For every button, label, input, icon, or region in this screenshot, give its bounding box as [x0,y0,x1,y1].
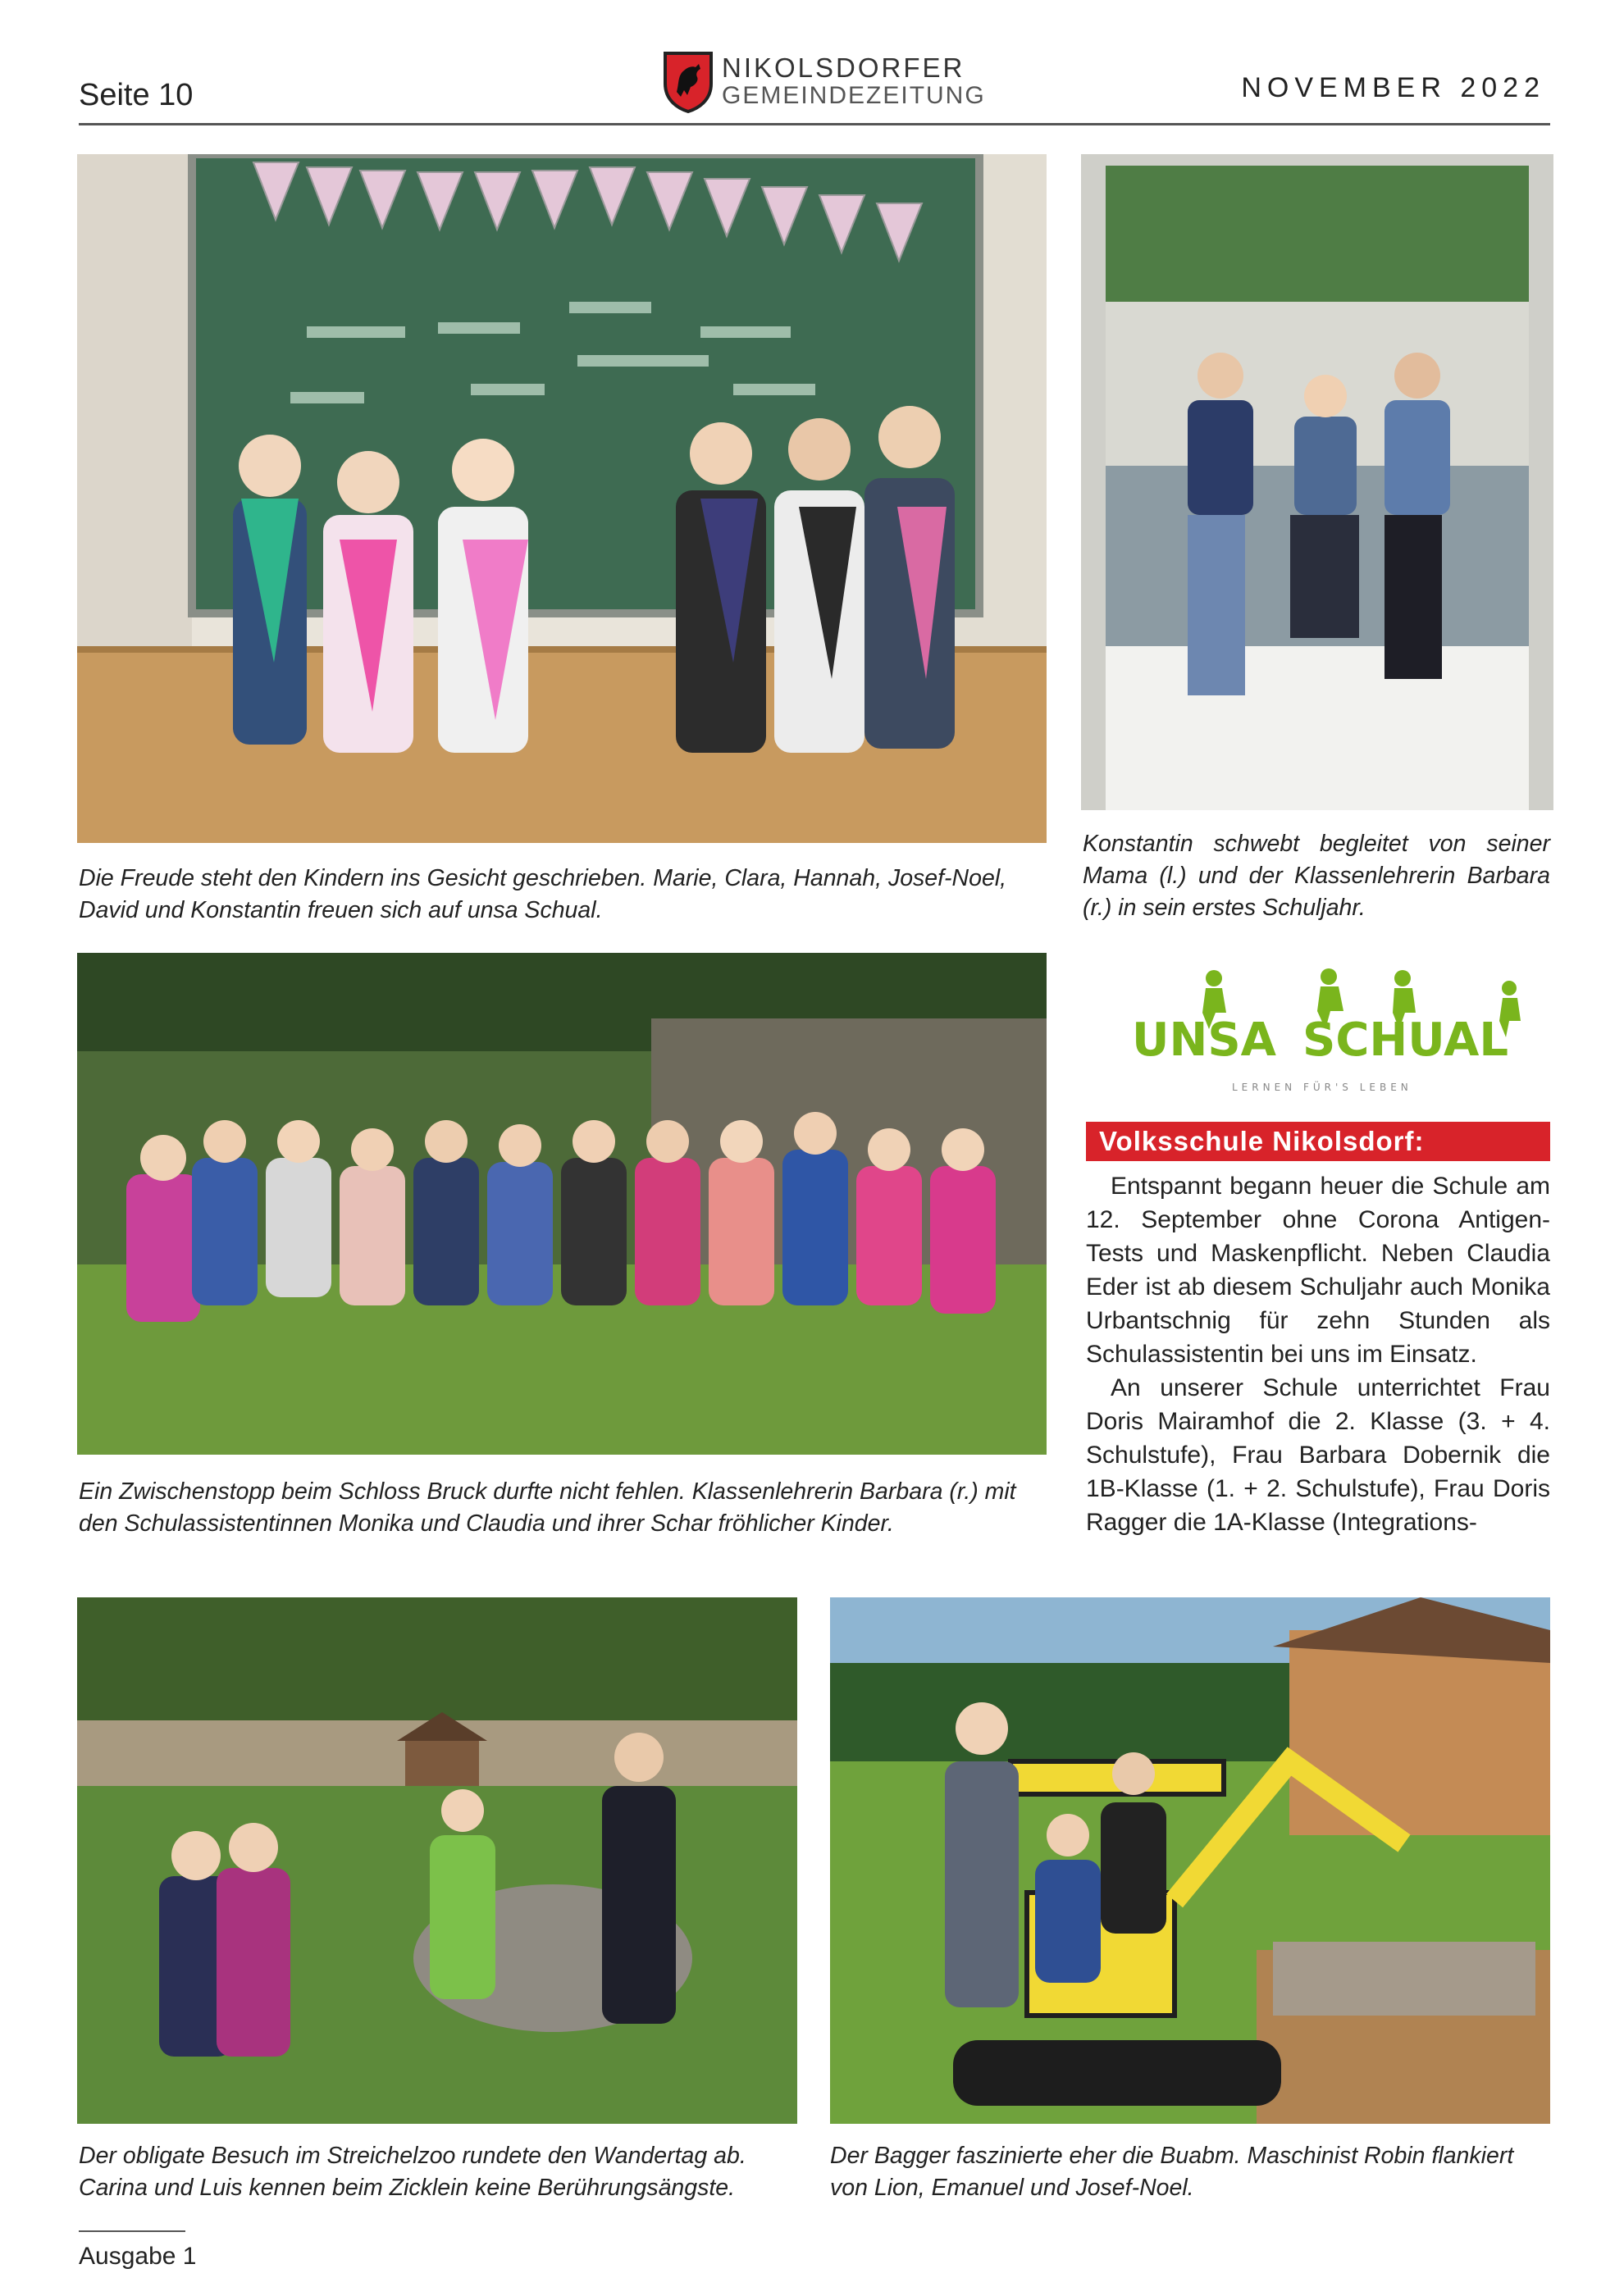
article-paragraph: Entspannt begann heuer die Schule am 12. September ohne Corona Antigen-Tests und Maskenpflicht. Neben Claudia Eder ist ab diesem Schuljahr auch Monika Urbantschnig für zehn Stunden als Schulassistentin bei uns im Einsatz. [1086,1173,1550,1368]
masthead-logo [663,51,986,116]
photo-schloss-bruck [77,953,1047,1455]
caption-classroom: Die Freude steht den Kindern ins Gesicht geschrieben. Marie, Clara, Hannah, Josef-Noel, David und Konstantin freuen sich auf unsa Schual. [79,865,1007,923]
unsa-word: UNSA [1132,1014,1277,1067]
issue-number: Ausgabe 1 [79,2243,197,2270]
schual-word: SCHUAL [1302,1014,1509,1067]
photo-streichelzoo [77,1597,797,2124]
municipal-crest-icon [663,51,714,113]
article-body [1086,1169,1550,1539]
article-paragraph: An unserer Schule unterrichtet Frau Doris Mairamhof die 2. Klasse (3. + 4. Schulstufe), Frau Barbara Dobernik die 1B-Klasse (1. + 2. Schulstufe), Frau Doris Ragger die 1A-Klasse (Integrations- [1086,1374,1550,1536]
unsa-tagline: LERNEN FÜR'S LEBEN [1232,1082,1412,1093]
page-number: Seite 10 [79,78,194,112]
masthead-subtitle: GEMEINDEZEITUNG [722,82,986,109]
caption-streichelzoo: Der obligate Besuch im Streichelzoo rundete den Wandertag ab. Carina und Luis kennen beim Zicklein keine Berührungsängste. [79,2143,746,2201]
unsa-schual-logo [1124,963,1534,1103]
caption-bagger: Der Bagger faszinierte eher die Buabm. Maschinist Robin flankiert von Lion, Emanuel und Josef-Noel. [830,2143,1514,2201]
article-heading: Volksschule Nikolsdorf: [1086,1122,1550,1161]
masthead-title: NIKOLSDORFER [722,52,965,83]
issue-date: NOVEMBER 2022 [1241,72,1545,103]
caption-doorway: Konstantin schwebt begleitet von seiner Mama (l.) und der Klassenlehrerin Barbara (r.) in sein erstes Schuljahr. [1083,831,1550,921]
photo-doorway [1081,154,1553,810]
footer-rule [79,2230,185,2232]
header-rule [79,123,1550,125]
photo-classroom [77,154,1047,843]
photo-bagger [830,1597,1550,2124]
caption-schloss-bruck: Ein Zwischenstopp beim Schloss Bruck durfte nicht fehlen. Klassenlehrerin Barbara (r.) mit den Schulassistentinnen Monika und Claudia und ihrer Schar fröhlicher Kinder. [79,1478,1016,1537]
